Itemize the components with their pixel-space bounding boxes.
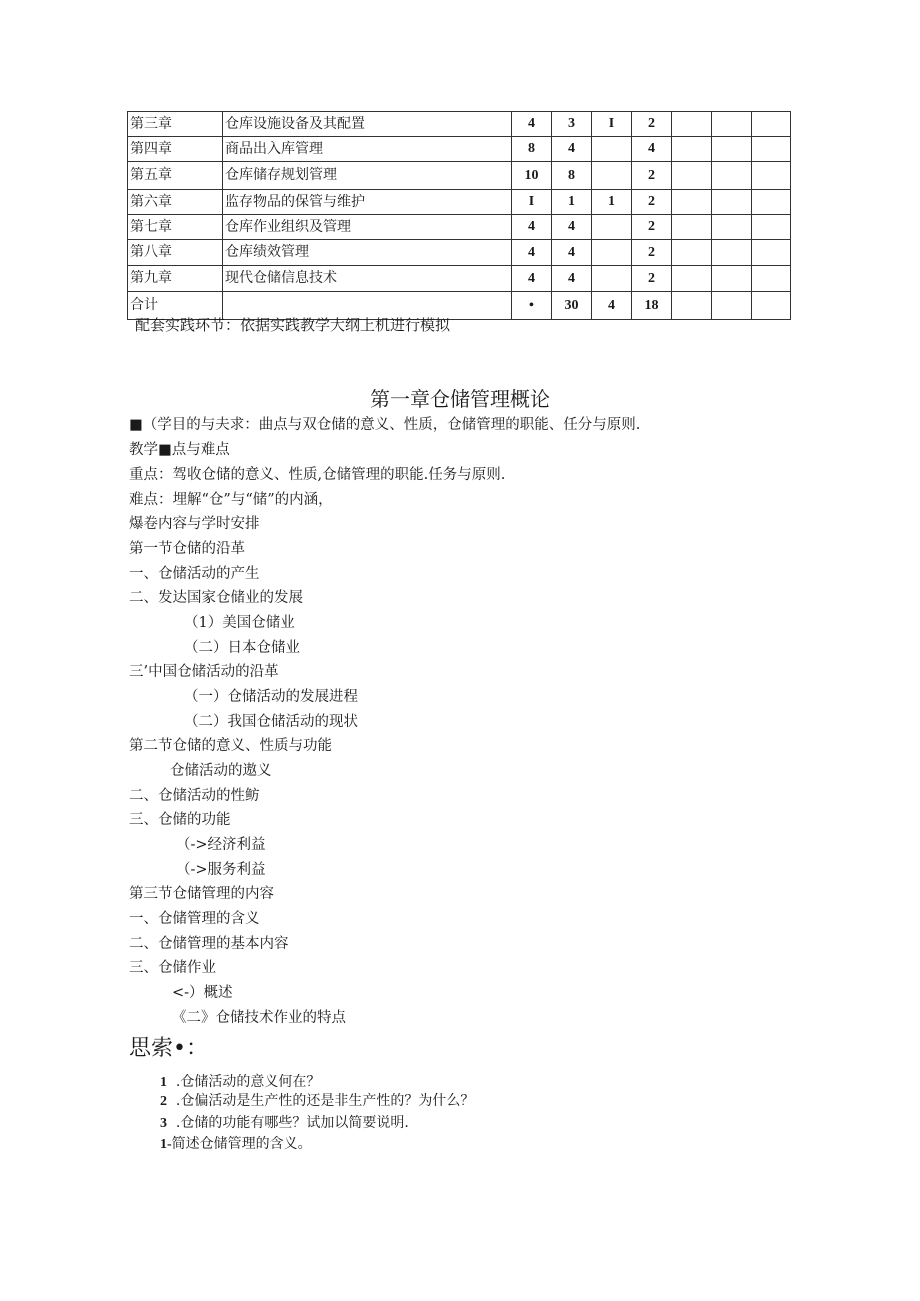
cell-c1: I [512, 190, 552, 215]
question-item [160, 1112, 409, 1132]
question-item [160, 1071, 320, 1091]
cell-empty [672, 137, 712, 162]
cell-title: 仓库绩效管理 [223, 240, 512, 266]
cell-empty [712, 137, 752, 162]
outline-subitem: （->服务利益 [176, 862, 266, 878]
outline-item: 二、仓储活动的性鲂 [129, 788, 260, 804]
cell-empty [712, 162, 752, 190]
outline-item: 三、仓储作业 [129, 960, 216, 976]
cell-empty [672, 215, 712, 240]
cell-c4: 18 [632, 292, 672, 320]
section-1-heading: 第一节仓储的沿革 [129, 541, 245, 557]
outline-subitem: <-）概述 [172, 985, 233, 1001]
question-number: 1- [160, 1137, 172, 1152]
cell-c3 [592, 240, 632, 266]
section-2-heading: 第二节仓储的意义、性质与功能 [129, 738, 332, 754]
cell-chapter: 第七章 [128, 215, 223, 240]
cell-c4: 2 [632, 240, 672, 266]
cell-empty [752, 190, 791, 215]
cell-c3 [592, 162, 632, 190]
think-title: 思索•： [129, 1036, 208, 1061]
content-heading: 爆卷内容与学时安排 [129, 516, 260, 532]
cell-empty [752, 292, 791, 320]
cell-c2: 4 [552, 137, 592, 162]
table-row [128, 215, 791, 240]
outline-subitem: （二）我国仓储活动的现状 [184, 714, 358, 730]
key-points-line: 重点：驾收仓储的意义、性质,仓储管理的职能.任务与原则. [129, 467, 506, 483]
cell-chapter: 第三章 [128, 112, 223, 137]
cell-title: 仓库设施设备及其配置 [223, 112, 512, 137]
cell-empty [712, 266, 752, 292]
cell-title: 监存物品的保管与维护 [223, 190, 512, 215]
cell-empty [752, 162, 791, 190]
objectives-line: ■（学目的与夫求：曲点与双仓储的意义、性质，仓储管理的职能、任分与原则. [129, 417, 641, 433]
cell-chapter: 第八章 [128, 240, 223, 266]
outline-subitem: （->经济利益 [176, 837, 266, 853]
chapter-title: 第一章仓储管理概论 [370, 387, 550, 411]
cell-c1: 10 [512, 162, 552, 190]
cell-empty [672, 112, 712, 137]
outline-subitem: （一）仓储活动的发展进程 [184, 689, 358, 705]
cell-c2: 4 [552, 240, 592, 266]
cell-empty [712, 240, 752, 266]
table-row [128, 162, 791, 190]
cell-title: 商品出入库管理 [223, 137, 512, 162]
question-number: 2 [160, 1094, 167, 1109]
question-text: .仓偏活动是生产性的还是非生产性的？为什么？ [175, 1093, 475, 1109]
schedule-table [127, 111, 791, 320]
cell-empty [752, 240, 791, 266]
cell-c3 [592, 137, 632, 162]
cell-empty [712, 215, 752, 240]
cell-c3: I [592, 112, 632, 137]
cell-c4: 2 [632, 215, 672, 240]
cell-title: 现代仓储信息技术 [223, 266, 512, 292]
question-text: .仓储的功能有哪些？试加以简要说明. [175, 1115, 409, 1131]
outline-item: 一、仓储活动的产生 [129, 566, 260, 582]
cell-c4: 4 [632, 137, 672, 162]
outline-item: 三、仓储的功能 [129, 812, 231, 828]
table-row [128, 112, 791, 137]
cell-empty [712, 190, 752, 215]
cell-c2: 30 [552, 292, 592, 320]
outline-subitem: 《二》仓储技术作业的特点 [172, 1010, 346, 1026]
cell-c1: • [512, 292, 552, 320]
table-row [128, 137, 791, 162]
cell-c1: 4 [512, 215, 552, 240]
cell-empty [712, 292, 752, 320]
cell-c3: 1 [592, 190, 632, 215]
cell-c3 [592, 266, 632, 292]
question-item [160, 1090, 474, 1110]
cell-chapter: 第六章 [128, 190, 223, 215]
cell-empty [672, 190, 712, 215]
cell-empty [752, 266, 791, 292]
cell-c1: 4 [512, 240, 552, 266]
cell-c2: 4 [552, 266, 592, 292]
question-number: 1 [160, 1075, 167, 1090]
cell-chapter: 第四章 [128, 137, 223, 162]
outline-subitem: （1）美国仓储业 [184, 615, 295, 631]
table-row [128, 190, 791, 215]
cell-chapter: 合计 [128, 292, 223, 320]
section-3-heading: 第三节仓储管理的内容 [129, 886, 274, 902]
cell-c3 [592, 215, 632, 240]
cell-chapter: 第五章 [128, 162, 223, 190]
cell-c4: 2 [632, 162, 672, 190]
table-row [128, 240, 791, 266]
difficulties-line: 难点：埋解“仓”与“储”的内涵， [129, 492, 333, 508]
cell-title: 仓库作业组织及管理 [223, 215, 512, 240]
cell-c1: 8 [512, 137, 552, 162]
cell-c2: 4 [552, 215, 592, 240]
cell-empty [752, 215, 791, 240]
outline-subitem: （二）日本仓储业 [184, 640, 300, 656]
cell-c3: 4 [592, 292, 632, 320]
cell-empty [712, 112, 752, 137]
cell-title: 仓库储存规划管理 [223, 162, 512, 190]
cell-c4: 2 [632, 112, 672, 137]
cell-empty [752, 137, 791, 162]
cell-c2: 1 [552, 190, 592, 215]
cell-c1: 4 [512, 266, 552, 292]
question-text: 简述仓储管理的含义。 [171, 1136, 312, 1152]
cell-empty [672, 266, 712, 292]
outline-item: 二、仓储管理的基本内容 [129, 936, 289, 952]
question-item [160, 1133, 312, 1153]
outline-item: 一、仓储管理的含义 [129, 911, 260, 927]
cell-empty [672, 162, 712, 190]
question-text: .仓储活动的意义何在？ [175, 1074, 321, 1090]
outline-item: 仓储活动的遨义 [170, 763, 272, 779]
cell-c4: 2 [632, 190, 672, 215]
schedule-table-wrap [127, 111, 790, 320]
cell-empty [752, 112, 791, 137]
cell-empty [672, 292, 712, 320]
table-row [128, 266, 791, 292]
outline-item: 二、发达国家仓储业的发展 [129, 590, 303, 606]
cell-chapter: 第九章 [128, 266, 223, 292]
cell-c1: 4 [512, 112, 552, 137]
cell-c4: 2 [632, 266, 672, 292]
cell-c2: 8 [552, 162, 592, 190]
outline-item: 三’中国仓储活动的沿革 [129, 664, 279, 680]
cell-c2: 3 [552, 112, 592, 137]
key-points-heading: 教学■点与难点 [129, 442, 230, 458]
practice-note: 配套实践环节：依据实践教学大纲上机进行模拟 [135, 316, 451, 334]
question-number: 3 [160, 1116, 167, 1131]
cell-empty [672, 240, 712, 266]
